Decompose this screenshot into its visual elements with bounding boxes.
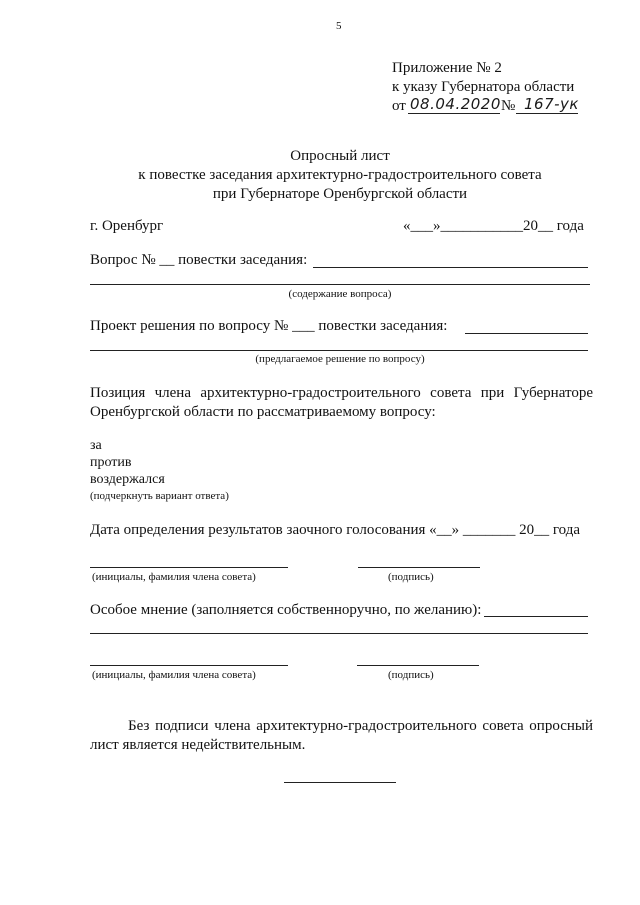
draft-decision-input-line-2[interactable] — [90, 350, 588, 351]
draft-decision-label: Проект решения по вопросу № ___ повестки заседания: — [90, 318, 448, 334]
appendix-date-line — [408, 113, 500, 114]
options-caption: (подчеркнуть вариант ответа) — [90, 490, 229, 502]
signature-caption-1: (подпись) — [388, 571, 434, 583]
place: г. Оренбург — [90, 218, 164, 234]
footer-note: Без подписи члена архитектурно-градостроительного совета опросный лист является недействительным. — [90, 718, 593, 753]
member-name-line-2[interactable] — [90, 665, 288, 666]
form-title: Опросный лист — [290, 148, 390, 164]
appendix-from-label: от — [392, 98, 406, 114]
appendix-date-handwritten: 08.04.2020 — [410, 95, 501, 113]
special-opinion-input-line[interactable] — [484, 616, 588, 617]
draft-decision-caption: (предлагаемое решение по вопросу) — [255, 353, 425, 365]
closing-rule — [284, 782, 396, 783]
option-abstained[interactable]: воздержался — [90, 472, 165, 487]
appendix-title: Приложение № 2 — [392, 60, 502, 76]
member-name-caption-2: (инициалы, фамилия члена совета) — [92, 669, 256, 681]
question-input-line[interactable] — [313, 267, 588, 268]
date-field[interactable]: «___»___________20__ года — [403, 218, 584, 234]
member-name-caption-1: (инициалы, фамилия члена совета) — [92, 571, 256, 583]
appendix-decree: к указу Губернатора области — [392, 79, 575, 95]
question-input-line-2[interactable] — [90, 284, 590, 285]
special-opinion-label: Особое мнение (заполняется собственноручно, по желанию): — [90, 602, 482, 618]
form-subtitle-2: при Губернаторе Оренбургской области — [212, 186, 468, 202]
signature-line-1[interactable] — [358, 567, 480, 568]
signature-line-2[interactable] — [357, 665, 479, 666]
page-number: 5 — [336, 20, 342, 32]
form-subtitle-1: к повестке заседания архитектурно-градостроительного совета — [138, 167, 542, 183]
signature-caption-2: (подпись) — [388, 669, 434, 681]
question-caption: (содержание вопроса) — [288, 288, 392, 300]
option-for[interactable]: за — [90, 438, 102, 453]
position-text: Позиция члена архитектурно-градостроительного совета при Губернаторе Оренбургской области по рассматриваемому вопросу: — [90, 385, 593, 420]
option-against[interactable]: против — [90, 455, 132, 470]
appendix-number-handwritten: 167-ук — [524, 95, 579, 113]
member-name-line-1[interactable] — [90, 567, 288, 568]
draft-decision-input-line[interactable] — [465, 333, 588, 334]
vote-date-label: Дата определения результатов заочного голосования «__» _______ 20__ года — [90, 522, 581, 538]
appendix-number-label: № — [501, 98, 516, 114]
question-label: Вопрос № __ повестки заседания: — [90, 252, 308, 268]
special-opinion-input-line-2[interactable] — [90, 633, 588, 634]
appendix-number-line — [516, 113, 578, 114]
